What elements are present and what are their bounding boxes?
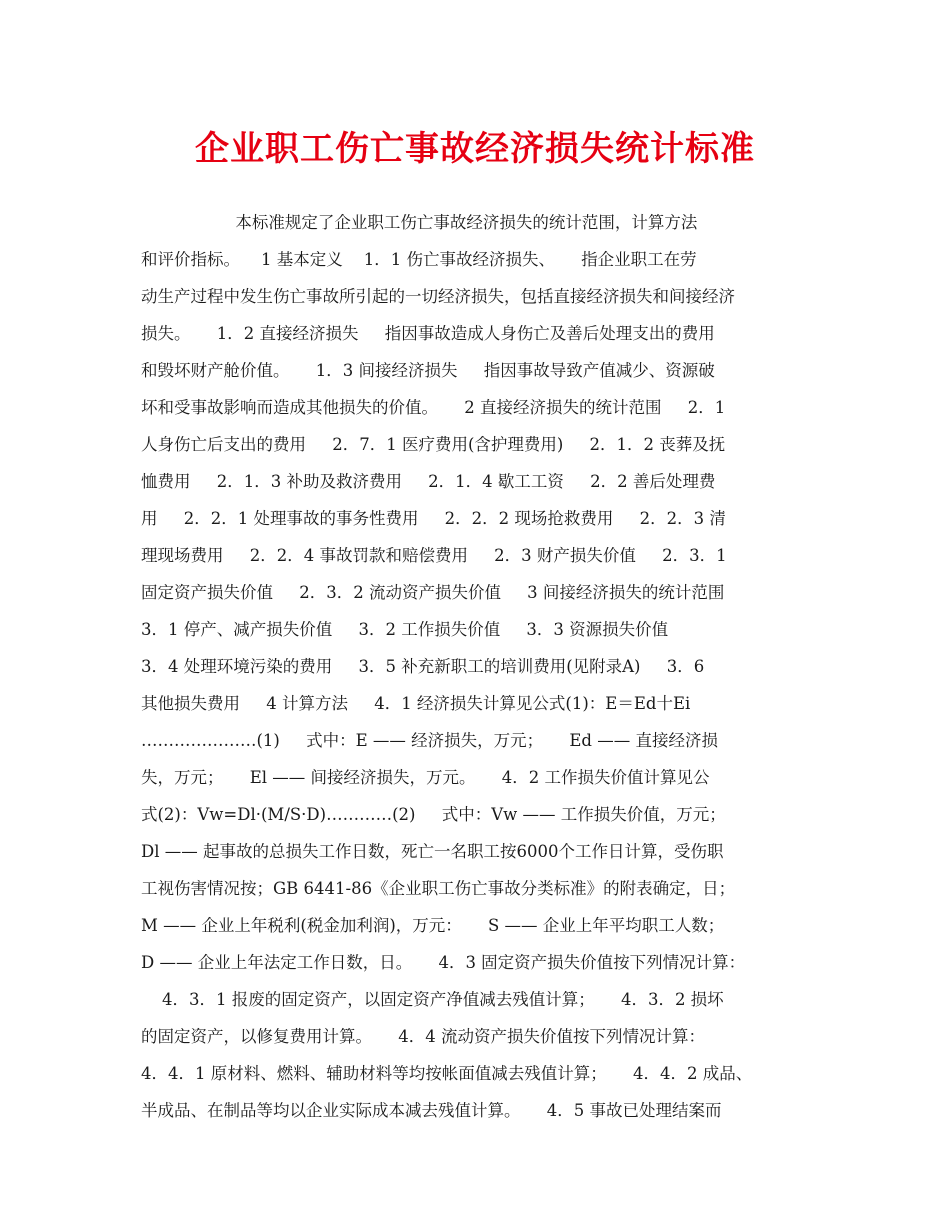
body-line: 和评价指标。 1 基本定义 1．1 伤亡事故经济损失、 指企业职工在劳: [141, 250, 697, 269]
body-line: 工视伤害情况按；GB 6441-86《企业职工伤亡事故分类标准》的附表确定，日；: [141, 879, 736, 898]
body-line: 4．4．1 原材料、燃料、辅助材料等均按帐面值减去残值计算； 4．4．2 成品、: [141, 1064, 753, 1083]
body-line: 用 2．2．1 处理事故的事务性费用 2．2．2 现场抢救费用 2．2．3 清: [141, 509, 726, 528]
body-line: 式(2)：Vw=Dl·(M/S·D)…………(2) 式中：Vw —— 工作损失价值，万元；: [141, 805, 726, 824]
body-line: 动生产过程中发生伤亡事故所引起的一切经济损失，包括直接经济损失和间接经济: [141, 287, 735, 306]
body-line: 坏和受事故影响而造成其他损失的价值。 2 直接经济损失的统计范围 2．1: [141, 398, 726, 417]
body-line: D —— 企业上年法定工作日数，日。 4．3 固定资产损失价值按下列情况计算：: [141, 953, 746, 972]
body-line: 本标准规定了企业职工伤亡事故经济损失的统计范围，计算方法: [141, 213, 698, 232]
body-line: 固定资产损失价值 2．3．2 流动资产损失价值 3 间接经济损失的统计范围: [141, 583, 725, 602]
body-line: 3．1 停产、减产损失价值 3．2 工作损失价值 3．3 资源损失价值: [141, 620, 669, 639]
body-line: M —— 企业上年税利(税金加利润)，万元： S —— 企业上年平均职工人数；: [141, 916, 725, 935]
body-line: …………………(1) 式中：E —— 经济损失，万元； Ed —— 直接经济损: [141, 731, 718, 750]
body-line: Dl —— 起事故的总损失工作日数，死亡一名职工按6000个工作日计算，受伤职: [141, 842, 724, 861]
body-line: 半成品、在制品等均以企业实际成本减去残值计算。 4．5 事故已处理结案而: [141, 1101, 722, 1120]
body-line: 和毁坏财产舱价值。 1．3 间接经济损失 指因事故导致产值减少、资源破: [141, 361, 715, 380]
body-line: 其他损失费用 4 计算方法 4．1 经济损失计算见公式(1)：E＝Ed十Ei: [141, 694, 691, 713]
body-line: 人身伤亡后支出的费用 2．7．1 医疗费用(含护理费用) 2．1．2 丧葬及抚: [141, 435, 726, 454]
body-line: 失，万元； El —— 间接经济损失，万元。 4．2 工作损失价值计算见公: [141, 768, 710, 787]
body-line: 损失。 1．2 直接经济损失 指因事故造成人身伤亡及善后处理支出的费用: [141, 324, 715, 343]
body-line: 恤费用 2．1．3 补助及救济费用 2．1．4 歇工工资 2．2 善后处理费: [141, 472, 716, 491]
body-line: 4．3．1 报废的固定资产，以固定资产净值减去残值计算； 4．3．2 损坏: [141, 990, 724, 1009]
body-line: 3．4 处理环境污染的费用 3．5 补充新职工的培训费用(见附录A) 3．6: [141, 657, 705, 676]
body-line: 的固定资产，以修复费用计算。 4．4 流动资产损失价值按下列情况计算：: [141, 1027, 705, 1046]
document-body: [141, 204, 821, 1129]
body-line: 理现场费用 2．2．4 事故罚款和赔偿费用 2．3 财产损失价值 2．3．1: [141, 546, 727, 565]
document-title: 企业职工伤亡事故经济损失统计标准: [195, 129, 755, 169]
